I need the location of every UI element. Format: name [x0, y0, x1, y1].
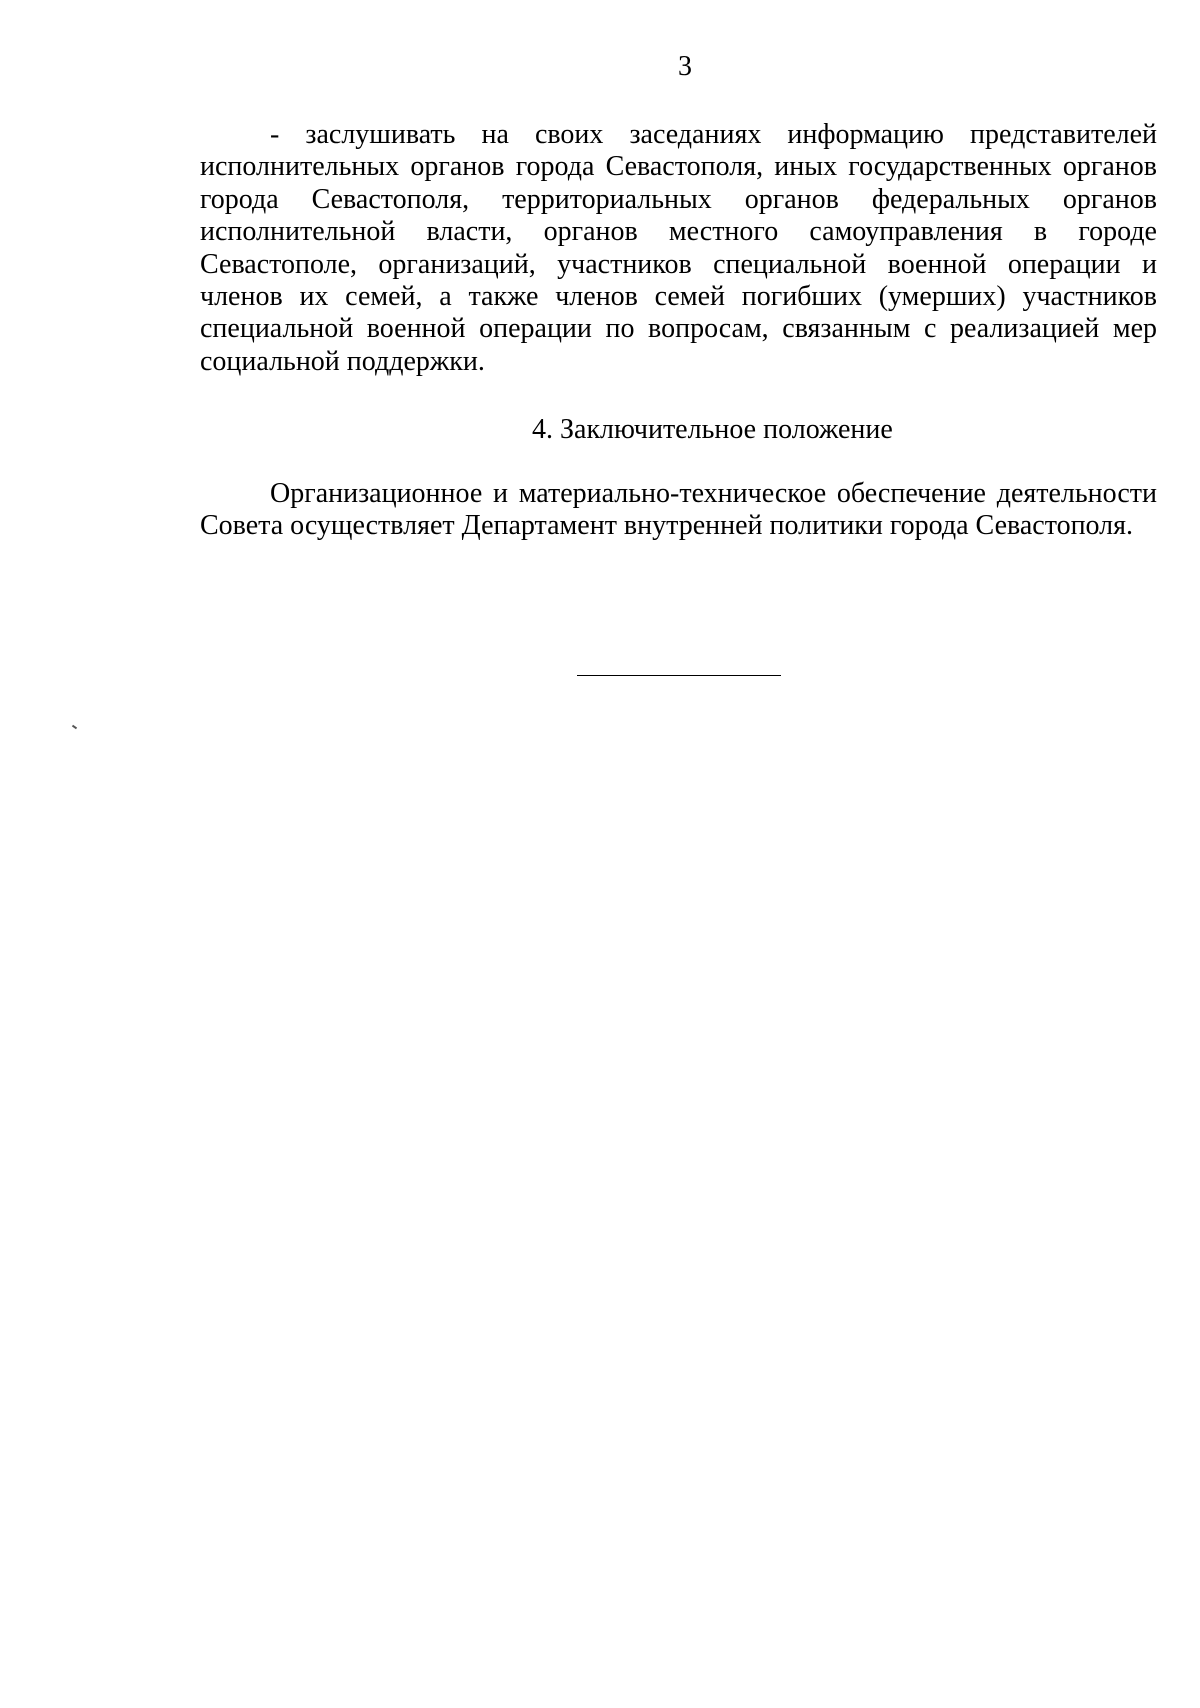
paragraph-hearing-information: - заслушивать на своих заседаниях информацию представителей исполнительных органов города Севастополя, иных государственных органов города Севастополя, территориальных органов федеральных органов исполнительной власти, органов местного самоуправления в городе Севастополе, организаций, участников специальной военной операции и членов их семей, а также членов семей погибших (умерших) участников специальной военной операции по вопросам, связанным с реализацией мер социальной поддержки. — [200, 119, 1157, 377]
section-heading-final-provision: 4. Заключительное положение — [532, 414, 893, 445]
closing-divider-line — [577, 675, 781, 676]
scan-mark — [72, 725, 77, 730]
paragraph-organizational-support: Организационное и материально-техническое обеспечение деятельности Совета осуществляет Департамент внутренней политики города Севастополя. — [200, 478, 1157, 542]
page-number: 3 — [678, 51, 692, 82]
